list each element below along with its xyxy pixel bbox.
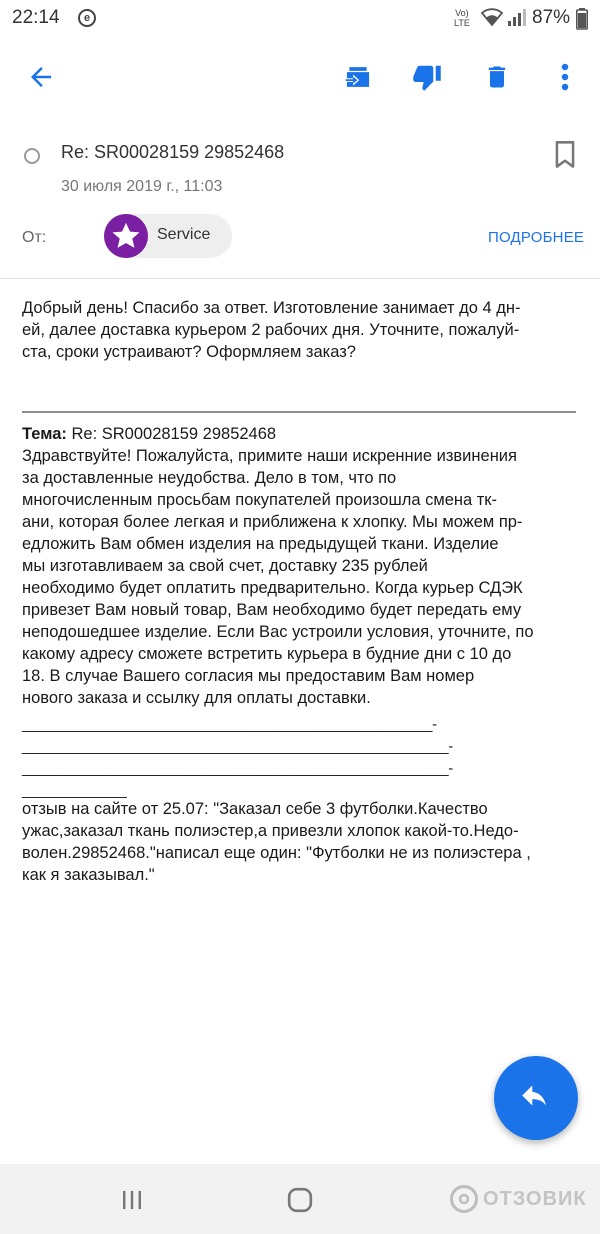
quoted-subject-value: Re: SR00028159 29852468: [71, 425, 277, 443]
delete-button[interactable]: [475, 55, 519, 99]
back-button[interactable]: [19, 55, 63, 99]
recents-button[interactable]: [110, 1178, 154, 1222]
reply-icon: [521, 1085, 551, 1111]
quote-divider: [22, 411, 576, 413]
review-text: отзыв на сайте от 25.07: "Заказал себе 3 футболки.Качество ужас,заказал ткань полиэстер,а привезли хлопок какой-то.Недо- волен.29852468."написал еще один: "Футболки не из полиэстера , как я заказывал.": [22, 800, 531, 884]
watermark-text: ОТЗОВИК: [483, 1187, 587, 1210]
separator-lines: ___________________________________________________- _____________________________________________________- _____________________________________________________- _____________: [22, 716, 453, 799]
header-divider: [0, 278, 600, 279]
system-nav-bar: [0, 1164, 600, 1234]
reply-button[interactable]: [494, 1056, 578, 1140]
trash-icon: [483, 62, 511, 92]
move-to-folder-icon: [342, 62, 374, 92]
more-vertical-icon: [560, 62, 570, 92]
bookmark-button[interactable]: [553, 140, 577, 175]
status-time: 22:14: [12, 7, 60, 28]
otzovik-watermark: [450, 1183, 587, 1215]
status-bar: [0, 0, 600, 38]
more-button[interactable]: [543, 55, 587, 99]
signal-icon: [506, 8, 526, 33]
quoted-message: Тема: Re: SR00028159 29852468 Здравствуйте! Пожалуйста, примите наши искренние извинения за доставленные неудобства. Дело в том, что по многочисленным просьбам покупателей произошла смена тк- ани, которая более легкая и приближена к хлопку. Мы можем пр- едложить Вам обмен изделия на предыдущей ткани. Изделие мы изготавливаем за свой счет, доставку 235 рублей необходимо будет оплатить предварительно. Когда курьер СДЭК привезет Вам новый товар, Вам необходимо будет передать ему неподошедшее изделие. Если Вас устроили условия, уточните, по какому адресу сможете встретить курьера в будние дни с 10 до 18. В случае Вашего согласия мы предоставим Вам номер нового заказа и ссылку для оплаты доставки.: [22, 425, 534, 707]
thumbs-down-icon: [412, 62, 442, 92]
arrow-left-icon: [26, 62, 56, 92]
otzovik-logo-icon: [450, 1185, 478, 1213]
details-link[interactable]: ПОДРОБНЕЕ: [488, 229, 585, 246]
message-date: 30 июля 2019 г., 11:03: [61, 178, 223, 195]
unread-indicator[interactable]: [24, 148, 40, 164]
home-icon: [287, 1187, 313, 1213]
reply-text: Добрый день! Спасибо за ответ. Изготовление занимает до 4 дн- ей, далее доставка курьером 2 рабочих дня. Уточните, пожалуй- ста, сроки устраивают? Оформляем заказ?: [22, 299, 521, 361]
message-subject: Re: SR00028159 29852468: [61, 142, 285, 162]
bookmark-icon: [553, 140, 577, 170]
recents-icon: [120, 1188, 144, 1212]
move-button[interactable]: [336, 55, 380, 99]
volte-icon: Vo) LTE: [454, 8, 470, 28]
home-button[interactable]: [278, 1178, 322, 1222]
star-icon: [111, 221, 141, 251]
e-badge-icon: e: [78, 9, 96, 27]
sender-chip[interactable]: [104, 214, 232, 258]
battery-level: 87%: [532, 7, 571, 28]
avatar: [104, 214, 148, 258]
quoted-subject-label: Тема:: [22, 425, 67, 443]
wifi-icon: [480, 6, 504, 33]
message-toolbar: [0, 38, 600, 118]
from-label: От:: [22, 229, 47, 246]
spam-button[interactable]: [405, 55, 449, 99]
battery-icon: [576, 8, 588, 35]
sender-name: Service: [157, 226, 211, 243]
